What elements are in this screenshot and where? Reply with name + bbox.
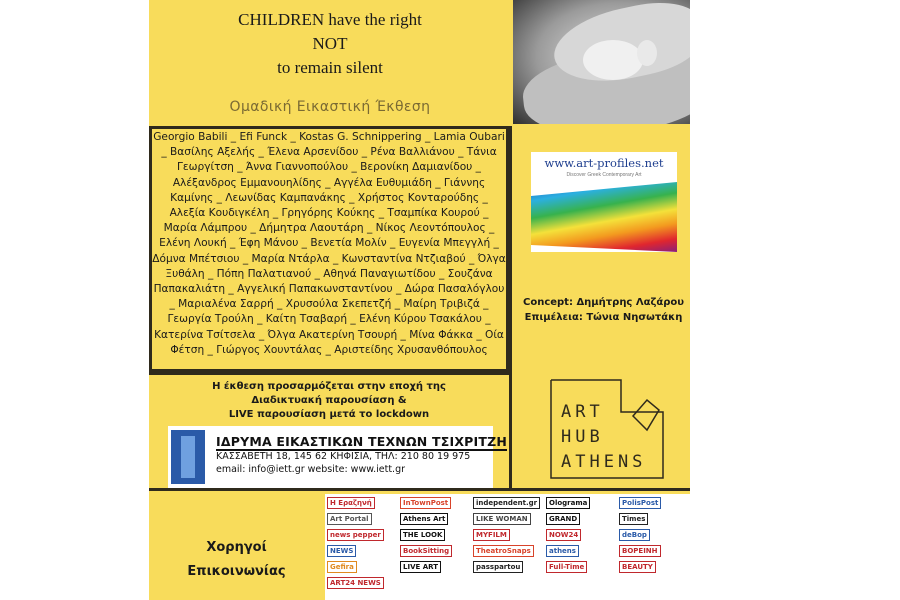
rainbow-brush-image [531, 182, 677, 252]
sponsor-logo: Gefira [327, 561, 357, 573]
title-line: to remain silent [277, 58, 383, 77]
exhibition-subtitle: Ομαδική Εικαστική Έκθεση [229, 99, 431, 115]
title-line: CHILDREN have the right [238, 10, 422, 29]
sponsor-logo: THE LOOK [400, 529, 445, 541]
sponsor-logo: BEAUTY [619, 561, 656, 573]
notice-line: Διαδικτυακή παρουσίαση & [251, 395, 407, 406]
sponsor-logo: InTownPost [400, 497, 451, 509]
sponsor-logo: Times [619, 513, 648, 525]
sponsor-logo: TheatroSnaps [473, 545, 534, 557]
credits [517, 295, 690, 325]
foundation-address: ΚΑΣΣΑΒΕΤΗ 18, 145 62 ΚΗΦΙΣΙΑ, ΤΗΛ: 210 80 19 975 [216, 451, 471, 462]
curation-credit: Επιμέλεια: Τώνια Νησωτάκη [524, 312, 683, 323]
foundation-thumbnail [171, 430, 205, 484]
art-hub-line: ATHENS [561, 452, 647, 472]
art-hub-wordmark [547, 400, 681, 475]
sponsors-line: Χορηγοί [206, 540, 267, 555]
art-hub-line: ART [561, 402, 604, 422]
sponsor-logo: NOW24 [546, 529, 581, 541]
foundation-name: ΙΔΡΥΜΑ ΕΙΚΑΣΤΙΚΩΝ ΤΕΧΝΩΝ ΤΣΙΧΡΙΤΖΗ [216, 434, 508, 449]
foundation-banner [168, 426, 508, 488]
foundation-contact: email: info@iett.gr website: www.iett.gr [216, 464, 406, 475]
sponsor-logo: Athens Art [400, 513, 448, 525]
art-profiles-tagline: Discover Greek Contemporary Art [566, 172, 642, 178]
sponsor-logo: Η Εραζηνή [327, 497, 375, 509]
sponsor-logo: athens [546, 545, 579, 557]
sponsor-logo: LIKE WOMAN [473, 513, 531, 525]
divider [509, 126, 512, 491]
sponsor-logo: Olograma [546, 497, 590, 509]
online-notice [149, 380, 509, 422]
divider [149, 488, 690, 491]
title-line: NOT [312, 34, 348, 53]
art-hub-line: HUB [561, 427, 604, 447]
sponsor-logo: deBop [619, 529, 650, 541]
sponsor-logo: passpartou [473, 561, 523, 573]
sponsors-label [149, 536, 324, 584]
notice-line: LIVE παρουσίαση μετά το lockdown [228, 409, 430, 420]
sponsor-logo: BookSitting [400, 545, 452, 557]
sponsor-logo: Art Portal [327, 513, 372, 525]
concept-credit: Concept: Δημήτρης Λαζάρου [522, 297, 685, 308]
artists-list: Georgio Babili _ Efi Funck _ Kostas G. Schnippering _ Lamia Oubari _ Βασίλης Αξελής _ Έλενα Αρσενίδου _ Ρένα Βαλλιάνου _ Τάνια Γεωργίτση _ Άννα Γιαννοπούλου _ Βερονίκη Δαμιανίδου _ Αλέξανδρος Εμμανουηλίδης _ Αγγέλα Ευθυμιάδη _ Γιάννης Καμίνης _ Λεωνίδας Καμπανάκης _ Χρήστος Κονταρούδης _ Αλεξία Κουδιγκέλη _ Γρηγόρης Κούκης _ Τσαμπίκα Κουρού _ Μαρία Λάμπρου _ Δήμητρα Λαουτάρη _ Νίκος Λεοντόπουλος _ Ελένη Λουκή _ Έφη Μάνου _ Βενετία Μολίν _ Ευγενία Μπεγγλή _ Δόμνα Μπέτσιου _ Μαρία Ντάρλα _ Κωνσταντίνα Ντζιαβού _ Όλγα Ξυθάλη _ Πόπη Παλατιανού _ Αθηνά Παναγιωτίδου _ Σουζάνα Παπακαλιάτη _ Αγγελική Παπακωνσταντίνου _ Δώρα Πασαλόγλου _ Μαριαλένα Σαρρή _ Χρυσούλα Σκεπετζή _ Μαίρη Τριβιζά _ Γεωργία Τρούλη _ Καίτη Τσαβαρή _ Ελένη Κύρου Τσακάλου _ Κατερίνα Τσίτσελα _ Όλγα Ακατερίνη Τσουρή _ Μίνα Φάκκα _ Οία Φέτση _ Γιώργος Χουντάλας _ Αριστείδης Χρυσανθόπουλος [152, 131, 506, 356]
sponsor-logo: news pepper [327, 529, 384, 541]
sponsor-logo: PolisPost [619, 497, 661, 509]
sponsor-logo: NEWS [327, 545, 356, 557]
exhibition-poster [149, 0, 690, 600]
divider [149, 372, 509, 375]
art-profiles-url: www.art-profiles.net [544, 156, 664, 170]
poster-title [149, 8, 511, 80]
art-profiles-logo [531, 152, 677, 252]
sponsor-logo: ART24 NEWS [327, 577, 384, 589]
sponsor-logo: GRAND [546, 513, 580, 525]
notice-line: Η έκθεση προσαρμόζεται στην εποχή της [212, 381, 446, 392]
sponsor-logo: Full-Time [546, 561, 587, 573]
sponsor-logo: ΒΟΡΕΙΝΗ [619, 545, 661, 557]
sponsor-logo: MYFILM [473, 529, 510, 541]
sponsor-logos [325, 494, 690, 600]
sponsors-line: Επικοινωνίας [187, 564, 286, 579]
sponsor-logo: LIVE ART [400, 561, 441, 573]
sponsor-logo: independent.gr [473, 497, 540, 509]
hands-photo [513, 0, 690, 124]
